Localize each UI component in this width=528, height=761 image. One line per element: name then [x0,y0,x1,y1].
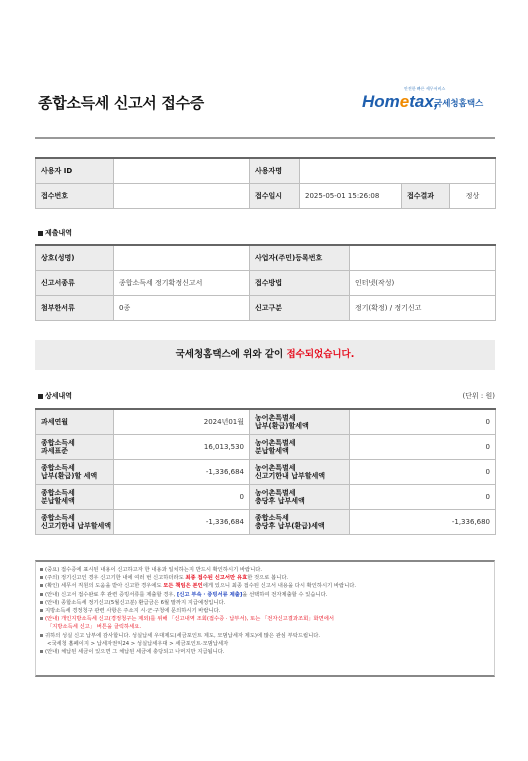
logo-org-name: 국세청홈택스 [434,99,484,109]
name-label: 상호(성명) [36,245,114,271]
submission-section-title: 제출내역 [38,228,72,238]
form-type-value: 종합소득세 정기확정신고서 [114,271,250,296]
user-id-value [114,158,250,184]
receipt-no-label: 접수번호 [36,184,114,209]
receipt-no-value [114,184,250,209]
note-6: 지방소득세 경정청구 관련 사항은 주소지 시·군·구청에 문의하시기 바랍니다. [40,607,490,615]
detail-left-value: 2024년01월 [114,409,250,435]
attach-value: 0종 [114,296,250,321]
receipt-date-label: 접수일시 [250,184,300,209]
detail-left-label: 종합소득세 과세표준 [36,435,114,460]
detail-left-label: 과세연월 [36,409,114,435]
receipt-confirmation-banner: 국세청홈택스에 위와 같이 접수되었습니다. [35,340,495,370]
detail-right-value: -1,336,680 [350,510,496,535]
reg-no-value [350,245,496,271]
unit-label: (단위 : 원) [462,392,495,400]
submission-table [35,244,496,321]
note-2: (주의) 정기신고인 경우 신고기한 내에 여러 번 신고하더라도 최종 접수된 신고서만 유효한 것으로 봅니다. [40,574,490,582]
user-info-table [35,157,496,209]
receipt-result-label: 접수결과 [402,184,450,209]
detail-right-label: 농어촌특별세 신고기한내 납부할세액 [250,460,350,485]
detail-row [36,485,496,510]
reg-no-label: 사업자(주민)등록번호 [250,245,350,271]
user-id-label: 사용자 ID [36,158,114,184]
detail-right-value: 0 [350,485,496,510]
receipt-date-value: 2025-05-01 15:26:08 [300,184,402,209]
detail-left-value: -1,336,684 [114,460,250,485]
notice-box [35,560,495,677]
note-3: (확인) 세무서 직원의 도움을 받아 신고한 경우에도 모든 책임은 본인에게 있으니 최종 접수된 신고서 내용을 다시 확인하시기 바랍니다. [40,582,490,590]
note-7: (안내) 개인지방소득세 신고(경정청구는 제외)를 위해 「신고내역 조회(접수증 · 납부서), 또는 「전자신고결과조회」화면에서 [40,615,490,623]
page-title: 종합소득세 신고서 접수증 [38,94,204,112]
detail-right-label: 종합소득세 충당후 납부(환급)세액 [250,510,350,535]
detail-row [36,435,496,460]
detail-left-label: 종합소득세 신고기한내 납부할세액 [36,510,114,535]
detail-right-label: 농어촌특별세 충당후 납부세액 [250,485,350,510]
detail-right-value: 0 [350,409,496,435]
detail-row [36,510,496,535]
detail-right-value: 0 [350,460,496,485]
note-1: (중요) 접수증에 표시된 내용이 신고하고자 한 내용과 일치하는지 반드시 확인하시기 바랍니다. [40,566,490,574]
title-divider [35,137,495,139]
note-9: (안내) 체납된 세금이 있으면 그 체납된 세금에 충당되고 나머지만 지급됩니다. [40,648,490,656]
detail-left-label: 종합소득세 납부(환급)할 세액 [36,460,114,485]
attach-label: 첨부한서류 [36,296,114,321]
category-value: 정기(확정) / 정기신고 [350,296,496,321]
note-5: (안내) 종합소득세 정기신고(5월신고분) 환급금은 6월 말까지 지급예정입니다. [40,599,490,607]
detail-right-label: 농어촌특별세 분납할세액 [250,435,350,460]
name-value [114,245,250,271]
logo-hometax: Hometax, [362,92,439,111]
note-7-cont: 「지방소득세 신고」 버튼을 클릭하세요. [47,624,142,631]
detail-left-value: 0 [114,485,250,510]
user-name-value [300,158,496,184]
detail-left-value: 16,013,530 [114,435,250,460]
note-8: 귀하의 성실 신고 납부에 감사합니다. 성실납세 우대제도(세금포인트 제도, 모범납세자 제도)에 많은 관심 부탁드립니다. [40,632,490,640]
detail-row [36,409,496,435]
logo-subtitle: 안전한 빠른 세무서비스 [404,86,446,91]
detail-left-label: 종합소득세 분납할세액 [36,485,114,510]
note-4: (안내) 신고서 접수완료 후 관련 증빙서류를 제출할 경우, [신고 부속 · 증빙서류 제출]을 선택하여 전자제출할 수 있습니다. [40,591,490,599]
category-label: 신고구분 [250,296,350,321]
hometax-logo [362,86,490,120]
method-label: 접수방법 [250,271,350,296]
detail-row [36,460,496,485]
detail-table [35,408,496,535]
detail-left-value: -1,336,684 [114,510,250,535]
detail-right-label: 농어촌특별세 납부(환급)할세액 [250,409,350,435]
detail-section-title: 상세내역 [38,391,72,401]
receipt-result-value: 정상 [450,184,496,209]
user-name-label: 사용자명 [250,158,300,184]
note-8-cont: <국세청 홈페이지 > 납세자권익24 > 성실납세우대 > 세금포인트·모범납세자 [47,640,229,647]
method-value: 인터넷(작성) [350,271,496,296]
detail-right-value: 0 [350,435,496,460]
form-type-label: 신고서종류 [36,271,114,296]
